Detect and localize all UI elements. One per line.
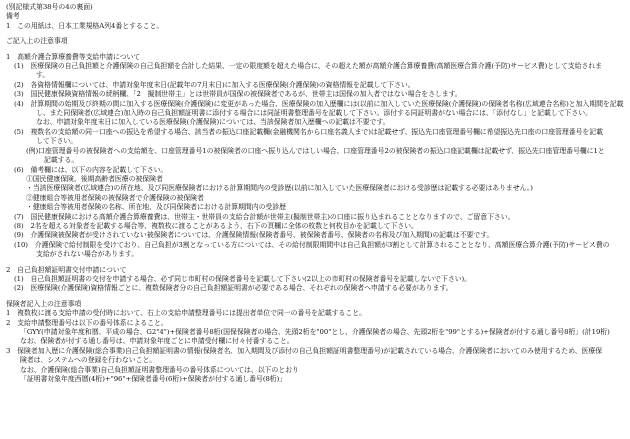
s1-item-10-cont: 支給がされない場合があります。 [36,250,139,259]
insurer-item-3-format: 「証明書対象年度西暦(4桁)+"96"+保険者番号(6桁)+保険者が付する通し番号(8桁)」 [20,375,287,384]
s1-item-8: (8) 2名を超える対象者を記載する場合等、複数枚に渡ることがあるよう、右下の頁欄に全体の枚数と何枚目かを記載して下さい。 [14,221,418,230]
s1-item-6-sub-2-detail: ・健康組合等被用者保険の名称、所在地、及び同保険者における計算期間内の受診歴 [26,203,286,212]
s1-item-2: (2) 各資格情報欄については、申請対象年度末日(記載年の7月末日)に加入する医療保険(介護保険)の資格情報を記載して下さい。 [14,80,415,89]
applicant-notes-heading: ご記入上の注意事項 [6,37,68,46]
s1-item-3: (3) 国民健康保険資格情報の続柄欄、「2 擬制世帯主」とは世帯員が国保の被保険者であるが、世帯主は国保の加入者ではない場合をさします。 [14,90,462,99]
insurer-item-3-note: なお、介護保険(総合事業)自己負担額証明書整理番号の番号体系については、以下のとおり [20,365,299,374]
s1-item-4: (4) 計算期間の始期及び終期の間に加入する医療保険(介護保険)に変更があった場合、医療保険の加入歴欄には(以前に加入していた医療保険(介護保険)の保険者名称(広域連合名称)と加入期間を記載 [14,99,624,108]
s2-item-2: (2) 医療保険(介護保険)資格情報ごとに、複数保険者分の自己負担額証明書が必要である場合、それぞれの保険者へ申請する必要があります。 [14,284,453,293]
remarks-heading: 備考 [6,12,20,21]
insurer-item-2: 2 支給申請整理番号は以下の番号体系によること。 [6,318,168,327]
insurer-notes-heading: 保険者記入上の注意事項 [6,299,82,308]
s1-item-7: (7) 国民健康保険における高額介護合算療養費は、世帯主・世帯員の支給合計額が世帯主(擬制世帯主)の口座に振り込まれることとなりますので、ご留意下さい。 [14,212,515,221]
s1-item-4-note: なお、申請対象年度末日に加入している医療保険(介護保険)については、当該保険者加入歴欄への記載は不要です。 [36,118,390,127]
remarks-item-1: 1 この用紙は、日本工業規格A列4番とすること。 [6,21,164,30]
s1-item-6: (6) 備考欄には、以下の内容を記載して下さい。 [14,165,168,174]
insurer-item-1: 1 複数枚に渡る支給申請の受付時において、右上の支給申請整理番号には提出者単位で同一の番号を記載すること。 [6,309,366,318]
s1-item-5-example-cont: 記載する。 [44,156,79,165]
s1-item-5-example: (例)口座管理番号の被保険者への支給額を、口座管理番号1の被保険者の口座へ振り込んではしい場合、口座管理番号2の被保険者の振込口座記載欄は記載せず、振込先口座管理番号欄に1と [26,146,605,155]
insurer-item-2-note: なお、保険者が付する通し番号は、申請対象年度ごとに申請受付欄に付々付番すること。 [20,337,294,346]
s1-item-4-cont: し、また同保険者(広域連合)加入時の自己負担額証明書に添付する場合には同証明書整理番号を記載して下さい。添付する同証明書がない場合には、「添付なし」と記載して下さい。 [36,109,592,118]
insurer-item-2-format: 「GYY(申請対象年度和暦、平成の場合、G2"4")+保険者番号8桁(国保保険者の場合、先頭2桁を"00"とし、介護保険者の場合、先頭2桁を"99"とする)+保険者が付する通し番号8桁」(計19桁) [20,328,610,336]
form-number: (別記様式第38号の4の裏面) [6,3,93,11]
s2-item-1: (1) 自己負担額証明書の交付を申請する場合、必ず同じ市町村の保険者番号を記載して下さい(2以上の市町村の保険者番号を記載しないで下さい)。 [14,274,472,283]
s1-item-6-sub-2: ②健康組合等被用者保険の被保険者で介護保険の被保険者 [26,193,204,202]
section-1-title: 1 高額介護合算療養費等支給申請について [6,52,141,61]
s1-item-1-cont: す。 [36,71,50,80]
section-2-title: 2 自己負担額証明書交付申請について [6,265,127,274]
s1-item-5-cont: して下さい。 [36,137,78,146]
s1-item-1: (1) 医療保険の自己負担額と介護保険の自己負担額を合計した結果、一定の限度額を超えた場合に、その超えた額が高額介護合算療養費(高額医療合算介護(予防)サービス費)として支給されま [14,62,602,71]
s1-item-5: (5) 複数名の支給額の同一口座への振込を希望する場合、該当者の振込口座記載欄(金融機関名から口座名義人まで)は記載せず、振込先口座管理番号欄に希望振込先口座の口座管理番号を記載 [14,127,603,136]
s1-item-6-sub-1: ①国民健康保険、後期高齢者医療の被保険者 [26,174,163,183]
s1-item-10: (10) 介護保険で給付制限を受けており、自己負担が3割となっている方については、その給付制限期間中は自己負担額が3割として計算されることとなり、高額医療合算介護(予防)サービス費の [14,240,610,249]
insurer-item-3-cont: 険者は、システムへの登録を行わないこと。 [20,356,157,365]
s1-item-9: (9) 介護保険被保険者が受けされていない被保険者については、介護保険情報(保険者番号、被保険者番号、保険者の名称及び加入期間)の記載は不要です。 [14,231,494,240]
insurer-item-3: 3 保険者加入歴に介護保険(総合事業)自己負担額証明書の情報(保険者名、加入期間及び添付の自己負担額証明書整理番号)が記載されている場合、介護保険者においてのみ使用するため、医療保 [6,346,603,355]
s1-item-6-sub-1-detail: ・当該医療保険者(広域連合)の所在地、及び同医療保険者における計算期間内の受診歴(以前に加入していた医療保険者における受診歴は記載する必要はありません。) [26,184,533,193]
